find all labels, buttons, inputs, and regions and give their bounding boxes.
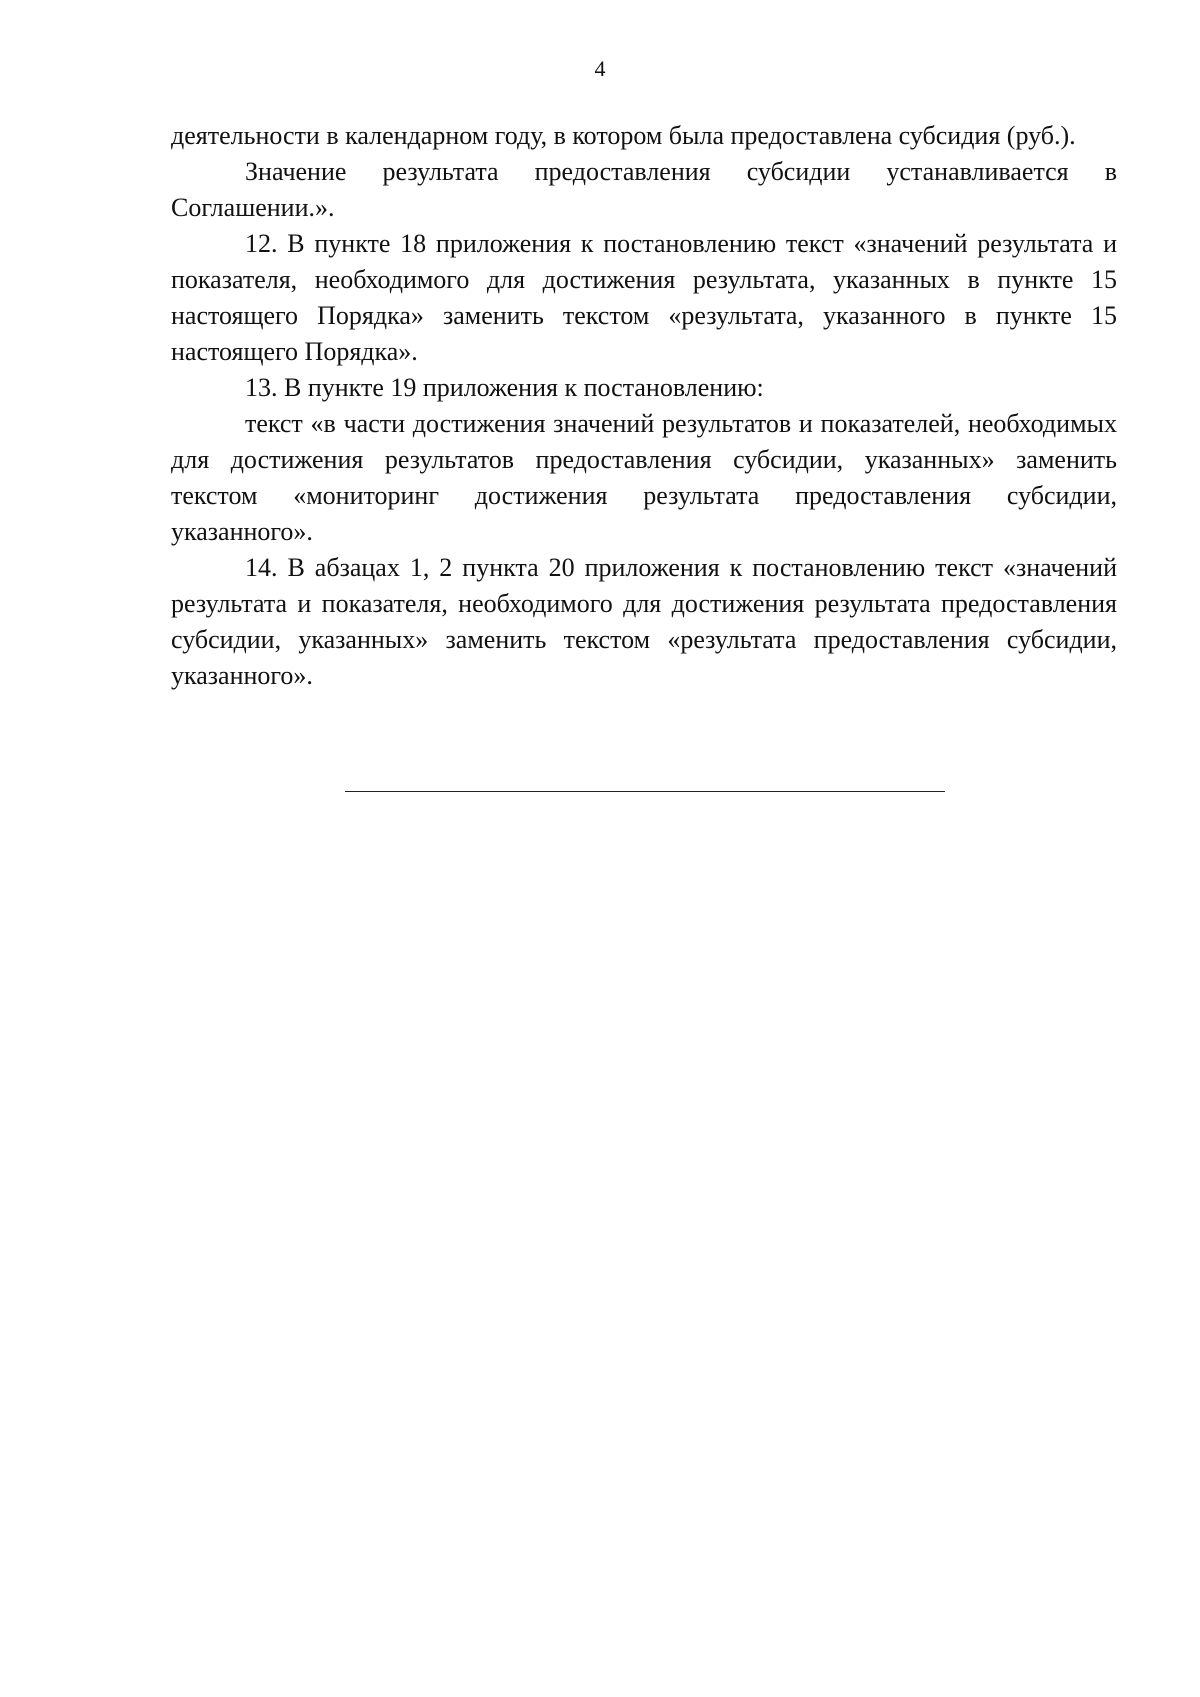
paragraph-item-12: 12. В пункте 18 приложения к постановлению текст «значений результата и показателя, необходимого для достижения результата, указанных в пункте 15 настоящего Порядка» заменить текстом «результата, указанного в пункте 15 настоящего Порядка». — [171, 229, 1117, 366]
paragraph-item-13-text: текст «в части достижения значений результатов и показателей, необходимых для достижения результатов предоставления субсидии, указанных» заменить текстом «мониторинг достижения результата предоставления субсидии, указанного». — [171, 409, 1117, 546]
paragraph-item-13: 13. В пункте 19 приложения к постановлению: — [245, 373, 764, 402]
paragraph-result-value: Значение результата предоставления субсидии устанавливается в Соглашении.». — [171, 157, 1117, 222]
paragraph-item-14: 14. В абзацах 1, 2 пункта 20 приложения к постановлению текст «значений результата и показателя, необходимого для достижения результата предоставления субсидии, указанных» заменить текстом «результата предоставления субсидии, указанного». — [171, 553, 1117, 690]
page-number: 4 — [594, 56, 606, 81]
document-body — [171, 118, 1117, 694]
paragraph-continuation: деятельности в календарном году, в котором была предоставлена субсидия (руб.). — [171, 121, 1076, 150]
end-separator-line — [345, 791, 945, 792]
